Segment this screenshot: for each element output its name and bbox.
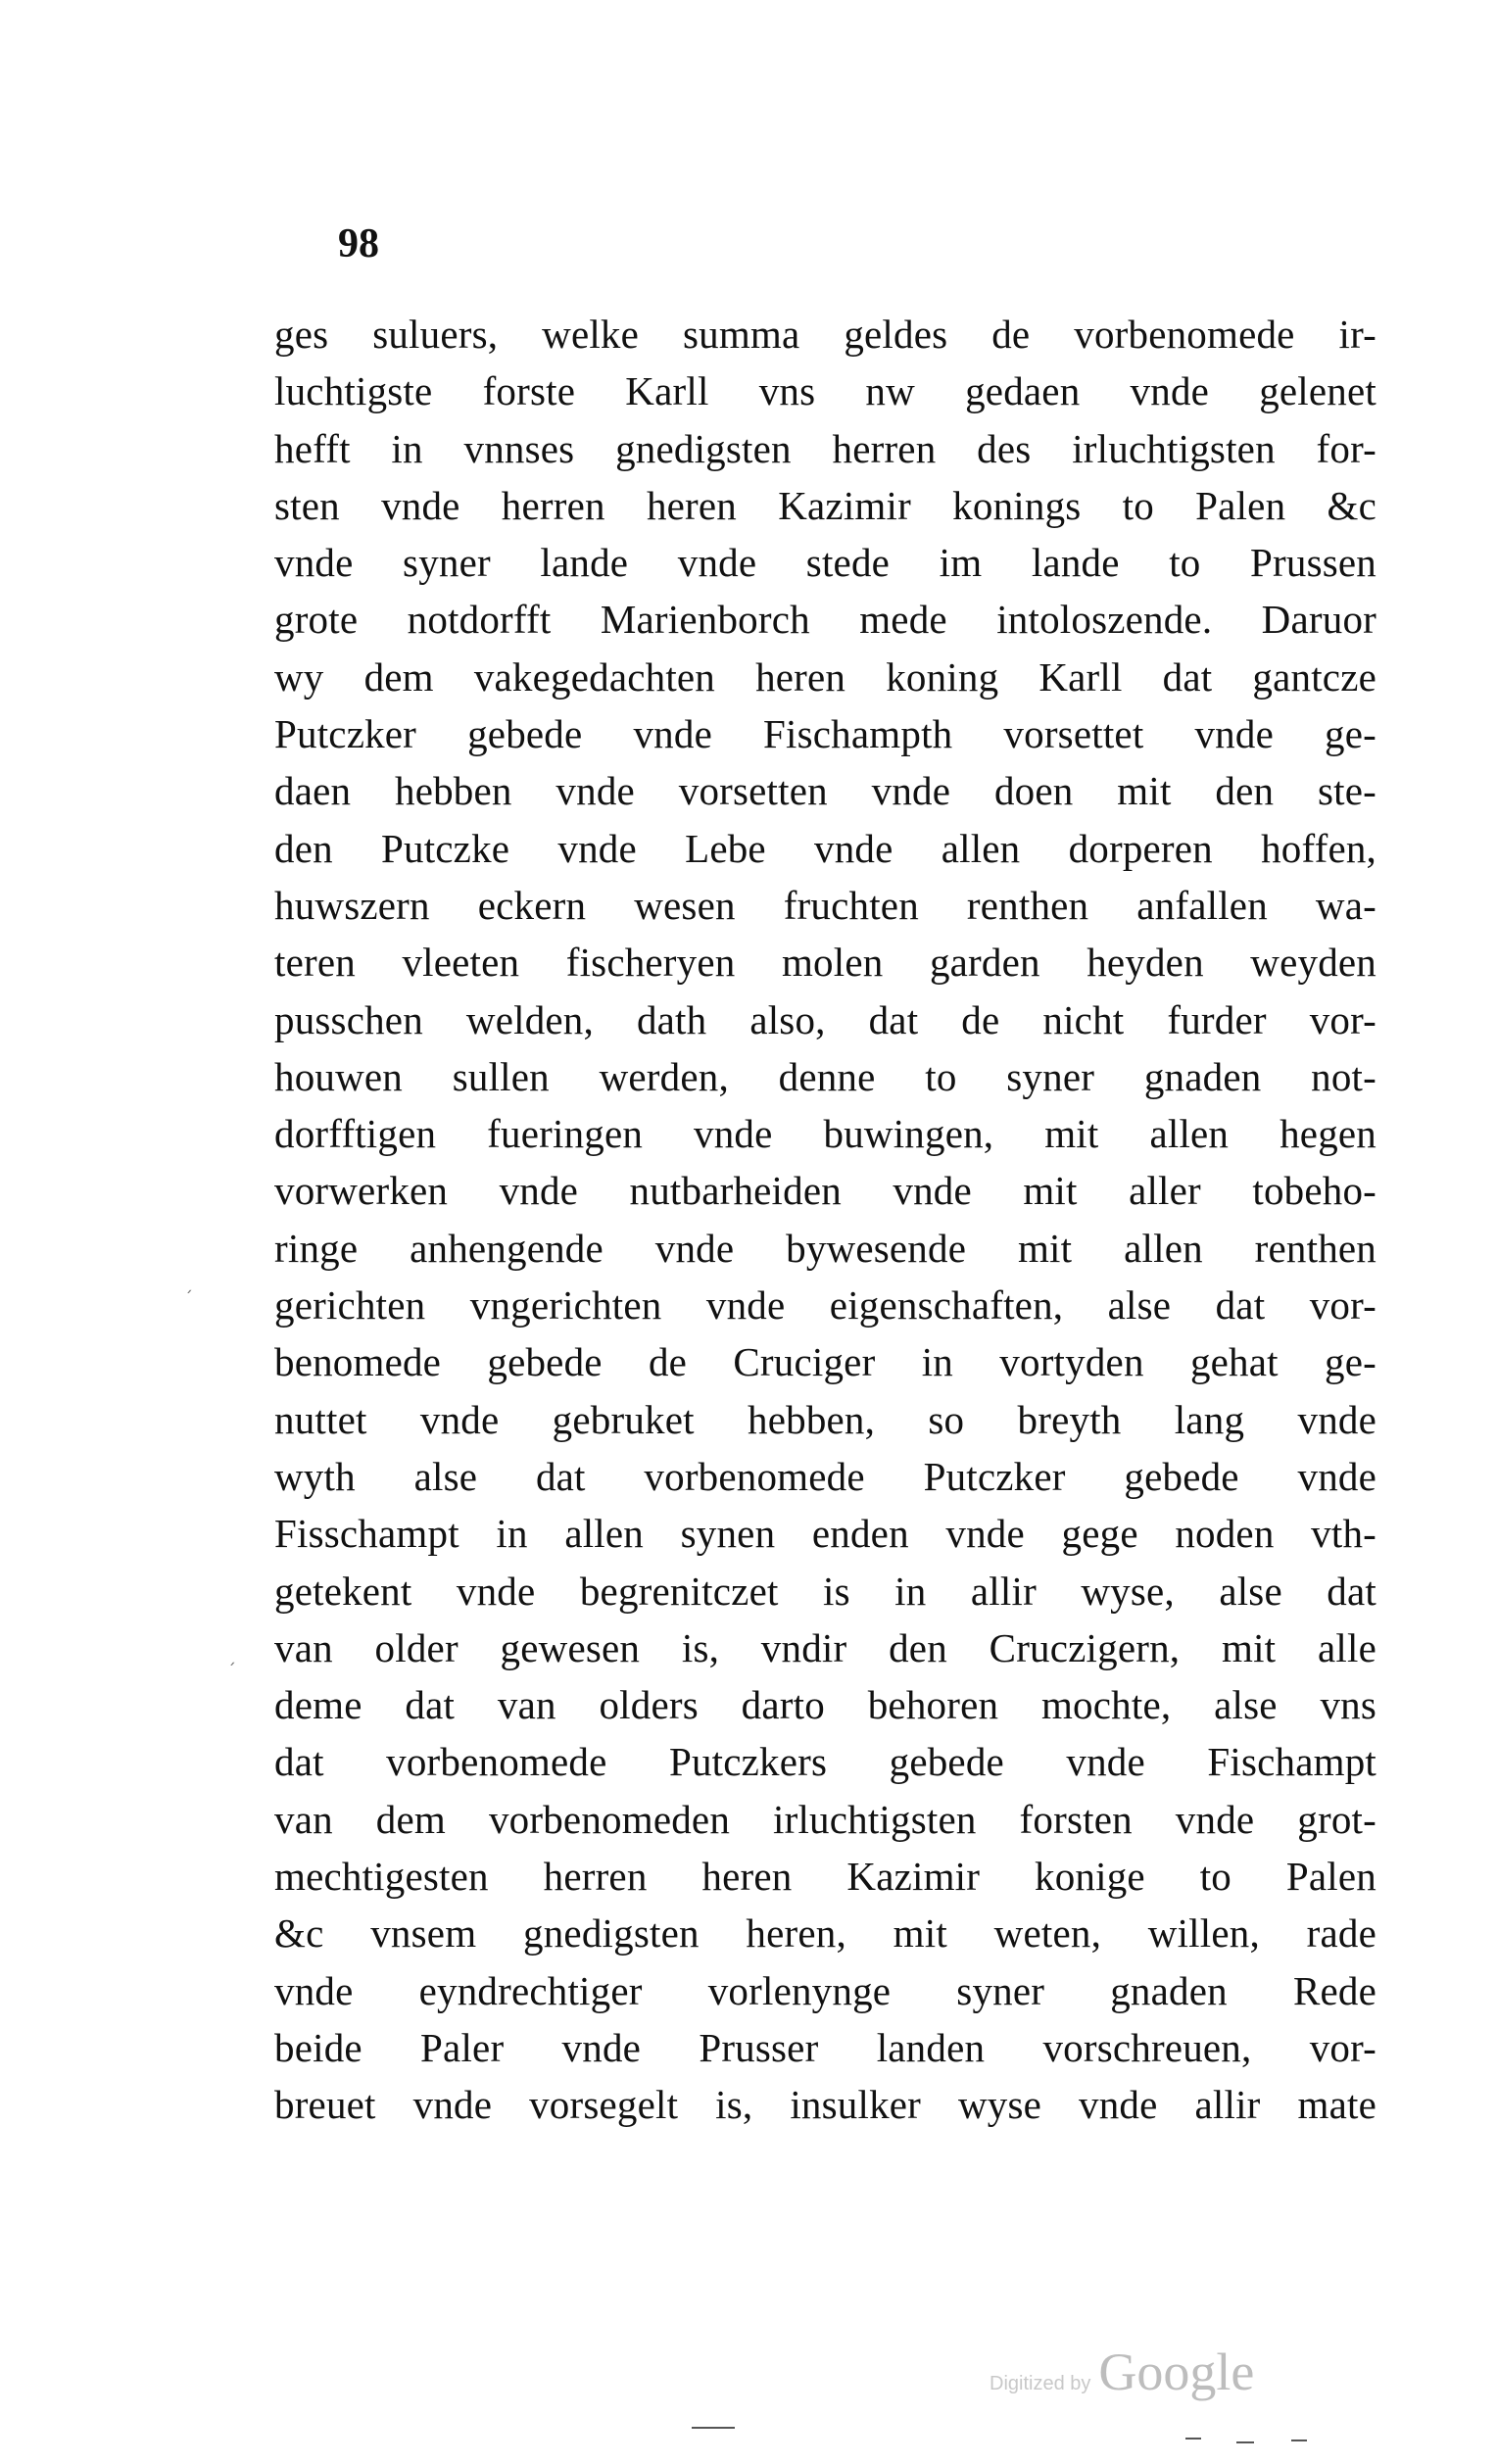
- scan-artifact: [692, 2427, 735, 2429]
- watermark-brand-logo: Google: [1098, 2343, 1255, 2401]
- text-line: getekent vnde begrenitczet is in allir wyse, alse dat: [274, 1568, 1376, 1614]
- text-line: beide Paler vnde Prusser landen vorschreuen, vor-: [274, 2024, 1376, 2070]
- scan-artifact: [1291, 2440, 1307, 2441]
- text-line: vnde eyndrechtiger vorlenynge syner gnaden Rede: [274, 1967, 1376, 2013]
- text-line: vorwerken vnde nutbarheiden vnde mit aller tobeho-: [274, 1168, 1376, 1214]
- margin-mark: ˊ: [184, 1288, 193, 1309]
- text-line: sten vnde herren heren Kazimir konings to Palen &c: [274, 482, 1376, 528]
- text-line: hefft in vnnses gnedigsten herren des irluchtigsten for-: [274, 425, 1376, 471]
- text-line: Putczker gebede vnde Fischampth vorsettet vnde ge-: [274, 711, 1376, 757]
- text-line: wy dem vakegedachten heren koning Karll dat gantcze: [274, 653, 1376, 700]
- text-line: houwen sullen werden, denne to syner gnaden not-: [274, 1053, 1376, 1099]
- text-line: daen hebben vnde vorsetten vnde doen mit den ste-: [274, 768, 1376, 814]
- text-line: gerichten vngerichten vnde eigenschaften, alse dat vor-: [274, 1282, 1376, 1329]
- text-line: grote notdorfft Marienborch mede intoloszende. Daruor: [274, 597, 1376, 643]
- text-line: benomede gebede de Cruciger in vortyden gehat ge-: [274, 1339, 1376, 1385]
- text-line: van older gewesen is, vndir den Cruczigern, mit alle: [274, 1624, 1376, 1670]
- text-line: huwszern eckern wesen fruchten renthen anfallen wa-: [274, 882, 1376, 928]
- text-line: pusschen welden, dath also, dat de nicht furder vor-: [274, 996, 1376, 1042]
- text-line: den Putczke vnde Lebe vnde allen dorperen hoffen,: [274, 825, 1376, 871]
- margin-mark: ˏ: [227, 1646, 236, 1667]
- digitization-watermark: [990, 2342, 1254, 2402]
- text-line: dorfftigen fueringen vnde buwingen, mit allen hegen: [274, 1111, 1376, 1157]
- text-line: vnde syner lande vnde stede im lande to Prussen: [274, 540, 1376, 586]
- text-line: luchtigste forste Karll vns nw gedaen vnde gelenet: [274, 368, 1376, 414]
- text-line: teren vleeten fischeryen molen garden heyden weyden: [274, 940, 1376, 986]
- text-line: breuet vnde vorsegelt is, insulker wyse vnde allir mate: [274, 2082, 1376, 2128]
- page-number: 98: [338, 221, 379, 266]
- text-line: ges suluers, welke summa geldes de vorbenomede ir-: [274, 312, 1376, 357]
- text-line: mechtigesten herren heren Kazimir konige to Palen: [274, 1854, 1376, 1900]
- text-line: Fisschampt in allen synen enden vnde gege noden vth-: [274, 1511, 1376, 1557]
- watermark-prefix: Digitized by: [990, 2373, 1091, 2394]
- scan-artifact: [1185, 2438, 1201, 2440]
- body-text: [274, 306, 1376, 2134]
- text-line: deme dat van olders darto behoren mochte, alse vns: [274, 1682, 1376, 1728]
- text-line: van dem vorbenomeden irluchtigsten forsten vnde grot-: [274, 1796, 1376, 1842]
- text-line: wyth alse dat vorbenomede Putczker gebede vnde: [274, 1453, 1376, 1499]
- text-line: dat vorbenomede Putczkers gebede vnde Fischampt: [274, 1739, 1376, 1785]
- text-line: nuttet vnde gebruket hebben, so breyth lang vnde: [274, 1396, 1376, 1442]
- text-line: ringe anhengende vnde bywesende mit allen renthen: [274, 1225, 1376, 1271]
- scan-artifact: [1236, 2441, 1254, 2443]
- text-line: &c vnsem gnedigsten heren, mit weten, willen, rade: [274, 1910, 1376, 1957]
